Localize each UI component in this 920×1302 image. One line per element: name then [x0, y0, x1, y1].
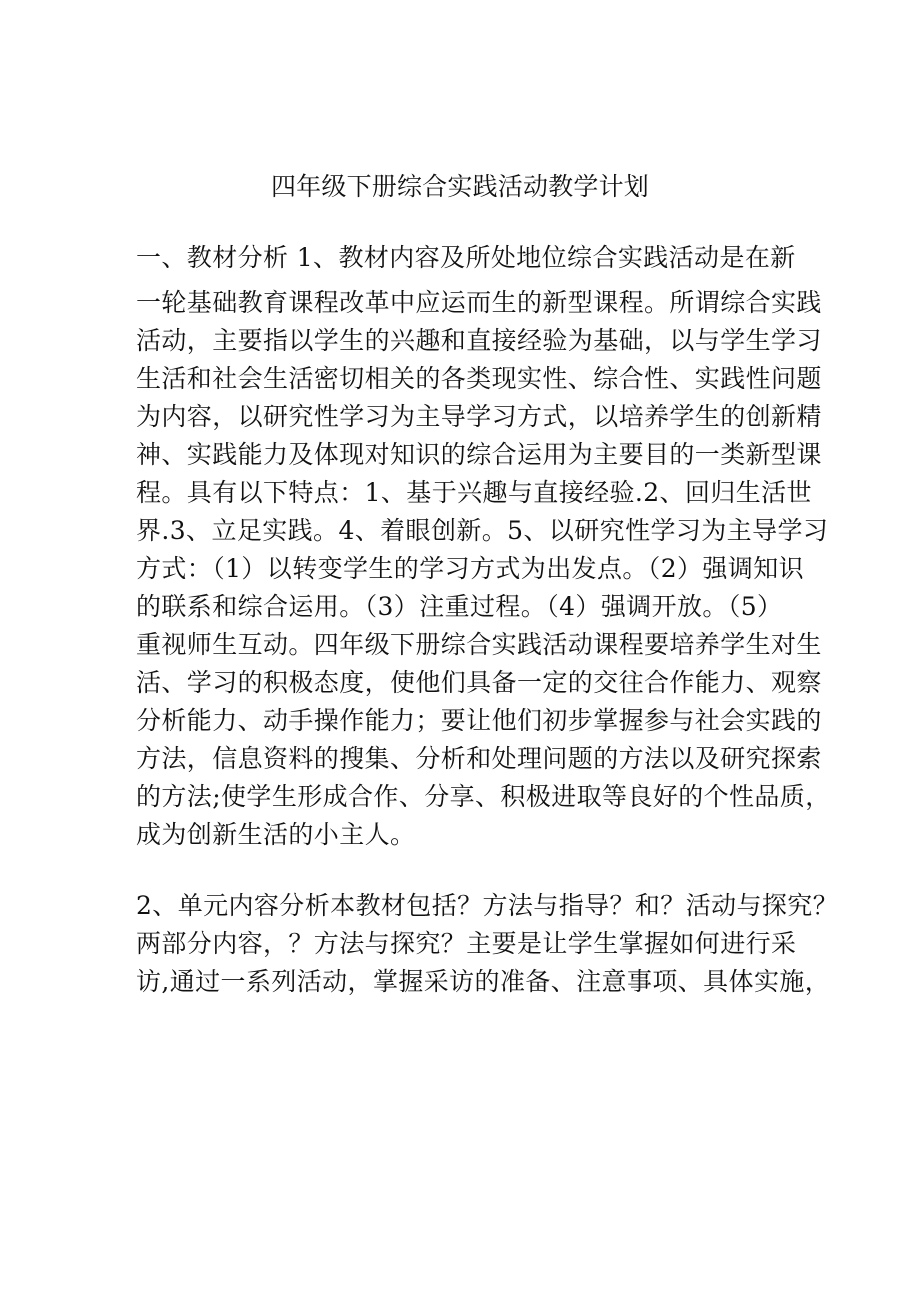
text-line: 活动，主要指以学生的兴趣和直接经验为基础，以与学生学习	[136, 326, 822, 355]
text-line: 的方法;使学生形成合作、分享、积极进取等良好的个性品质，	[136, 782, 831, 811]
text-line: 访,通过一系列活动，掌握采访的准备、注意事项、具体实施，	[136, 967, 831, 996]
text-line: 程。具有以下特点：1、基于兴趣与直接经验.2、回归生活世	[136, 478, 812, 507]
text-line: 界.3、立足实践。4、着眼创新。5、以研究性学习为主导学习	[136, 516, 829, 545]
text-line: 一轮基础教育课程改革中应运而生的新型课程。所谓综合实践	[136, 288, 822, 317]
text-line: 重视师生互动。四年级下册综合实践活动课程要培养学生对生	[136, 630, 822, 659]
text-line: 的联系和综合运用。（3）注重过程。（4）强调开放。（5）	[136, 592, 783, 621]
text-line: 方式：（1）以转变学生的学习方式为出发点。（2）强调知识	[136, 554, 805, 583]
text-line: 2、单元内容分析本教材包括？方法与指导？和？活动与探究？	[136, 891, 839, 920]
text-line: 为内容，以研究性学习为主导学习方式，以培养学生的创新精	[136, 402, 822, 431]
text-line: 成为创新生活的小主人。	[136, 820, 416, 849]
text-line: 活、学习的积极态度，使他们具备一定的交往合作能力、观察	[136, 668, 822, 697]
text-line: 生活和社会生活密切相关的各类现实性、综合性、实践性问题	[136, 364, 822, 393]
text-line: 方法，信息资料的搜集、分析和处理问题的方法以及研究探索	[136, 744, 822, 773]
text-line: 分析能力、动手操作能力；要让他们初步掌握参与社会实践的	[136, 706, 822, 735]
text-line: 神、实践能力及体现对知识的综合运用为主要目的一类新型课	[136, 440, 822, 469]
text-line: 两部分内容，？方法与探究？主要是让学生掌握如何进行采	[136, 929, 797, 958]
document-title: 四年级下册综合实践活动教学计划	[270, 172, 649, 201]
text-line: 一、教材分析 1、教材内容及所处地位综合实践活动是在新	[136, 243, 796, 272]
